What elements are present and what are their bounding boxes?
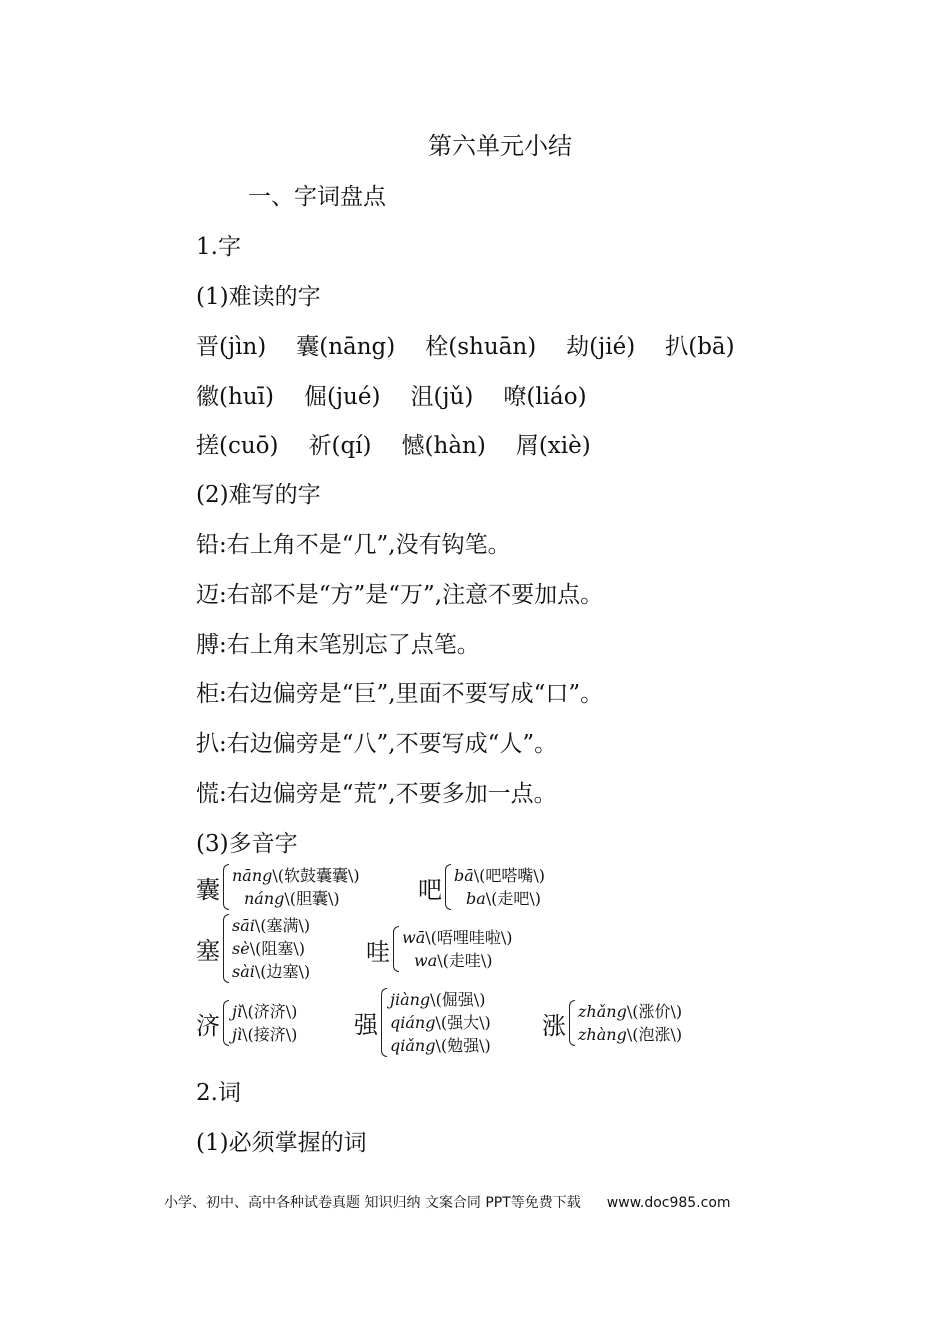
pinyin: zhǎng — [578, 1002, 627, 1021]
pinyin: sè — [232, 939, 250, 958]
pinyin: bā — [454, 866, 474, 885]
pinyin: jiàng — [390, 990, 431, 1009]
must-words-heading: (1)必须掌握的词 — [196, 1130, 367, 1156]
polyphone-group — [366, 926, 513, 972]
example-word: \(济济\) — [242, 1002, 298, 1021]
polyphone-char: 强 — [354, 1011, 378, 1039]
polyphone-char: 塞 — [196, 937, 220, 965]
footer-text: 小学、初中、高中各种试卷真题 知识归纳 文案合同 PPT等免费下载 — [164, 1195, 581, 1211]
pinyin: sài — [232, 962, 255, 981]
reading-item: 憾(hàn) — [401, 433, 486, 459]
brace-icon — [393, 926, 399, 972]
hard-read-row — [196, 328, 735, 361]
reading-item: 徽(huī) — [196, 384, 274, 410]
reading-item: 扒(bā) — [665, 334, 735, 360]
reading-item: 沮(jǔ) — [410, 384, 474, 410]
example-word: \(勉强\) — [435, 1036, 491, 1055]
hard-write-line: 铅:右上角不是“几”,没有钩笔。 — [196, 532, 511, 558]
example-word: \(走吧\) — [485, 889, 542, 908]
hard-read-heading: (1)难读的字 — [196, 284, 321, 310]
page-title: 第六单元小结 — [428, 132, 572, 160]
reading-item: 祈(qí) — [308, 433, 372, 459]
example-word: \(阻塞\) — [249, 939, 305, 958]
reading-item: 栓(shuān) — [425, 334, 537, 360]
brace-icon — [223, 1000, 229, 1046]
polyphone-char: 涨 — [542, 1011, 566, 1040]
reading-item: 倔(jué) — [303, 384, 381, 410]
reading-item: 屑(xiè) — [515, 433, 591, 459]
hard-write-heading: (2)难写的字 — [196, 482, 321, 508]
example-word: \(吧嗒嘴\) — [473, 866, 546, 885]
example-word: \(涨价\) — [626, 1002, 683, 1021]
hard-write-line: 扒:右边偏旁是“八”,不要写成“人”。 — [196, 731, 558, 757]
pinyin: sāi — [232, 916, 255, 935]
polyphone-group — [418, 864, 545, 910]
pinyin: náng — [244, 889, 285, 908]
subheading-word: 2.词 — [196, 1080, 241, 1106]
pinyin: wa — [414, 951, 438, 970]
reading-item: 晋(jìn) — [196, 334, 267, 360]
polyphone-group — [354, 988, 491, 1057]
example-word: \(倔强\) — [430, 990, 486, 1009]
hard-write-line: 迈:右部不是“方”是“万”,注意不要加点。 — [196, 582, 604, 608]
footer-url[interactable]: www.doc985.com — [606, 1195, 731, 1211]
example-word: \(接济\) — [242, 1025, 298, 1044]
polyphone-char: 吧 — [418, 875, 442, 904]
page-footer — [164, 1192, 731, 1212]
hard-write-line: 慌:右边偏旁是“荒”,不要多加一点。 — [196, 781, 557, 807]
example-word: \(胆囊\) — [284, 889, 340, 908]
brace-icon — [569, 1000, 575, 1046]
example-word: \(软鼓囊囊\) — [272, 866, 360, 885]
hard-write-line: 膊:右上角末笔别忘了点笔。 — [196, 632, 480, 658]
reading-item: 囊(nāng) — [296, 334, 396, 360]
reading-item: 劫(jié) — [566, 334, 636, 360]
pinyin: qiáng — [390, 1013, 436, 1032]
polyphone-group — [196, 1000, 297, 1046]
pinyin: ba — [466, 889, 486, 908]
example-word: \(强大\) — [435, 1013, 491, 1032]
brace-icon — [445, 864, 451, 910]
polyphone-group — [196, 864, 360, 910]
brace-icon — [223, 914, 229, 983]
pinyin: zhàng — [578, 1025, 627, 1044]
hard-write-line: 柜:右边偏旁是“巨”,里面不要写成“口”。 — [196, 681, 604, 707]
pinyin: nāng — [232, 866, 273, 885]
pinyin: jǐ — [232, 1002, 243, 1021]
example-word: \(走哇\) — [437, 951, 493, 970]
section-heading: 一、字词盘点 — [248, 184, 386, 210]
pinyin: qiǎng — [390, 1036, 436, 1055]
polyphone-group — [542, 1000, 682, 1046]
polyphone-char: 囊 — [196, 875, 220, 904]
pinyin: jì — [232, 1025, 243, 1044]
hard-read-row — [196, 378, 587, 411]
example-word: \(泡涨\) — [626, 1025, 683, 1044]
brace-icon — [381, 988, 387, 1057]
subheading-char: 1.字 — [196, 234, 241, 260]
reading-item: 嘹(liáo) — [503, 384, 587, 410]
polyphone-char: 济 — [196, 1011, 220, 1040]
example-word: \(塞满\) — [254, 916, 311, 935]
pinyin: wā — [402, 928, 426, 947]
polyphone-heading: (3)多音字 — [196, 831, 298, 857]
example-word: \(边塞\) — [254, 962, 311, 981]
example-word: \(唔哩哇啦\) — [425, 928, 513, 947]
polyphone-group — [196, 914, 310, 983]
polyphone-char: 哇 — [366, 937, 390, 966]
reading-item: 搓(cuō) — [196, 433, 279, 459]
brace-icon — [223, 864, 229, 910]
hard-read-row — [196, 427, 591, 460]
